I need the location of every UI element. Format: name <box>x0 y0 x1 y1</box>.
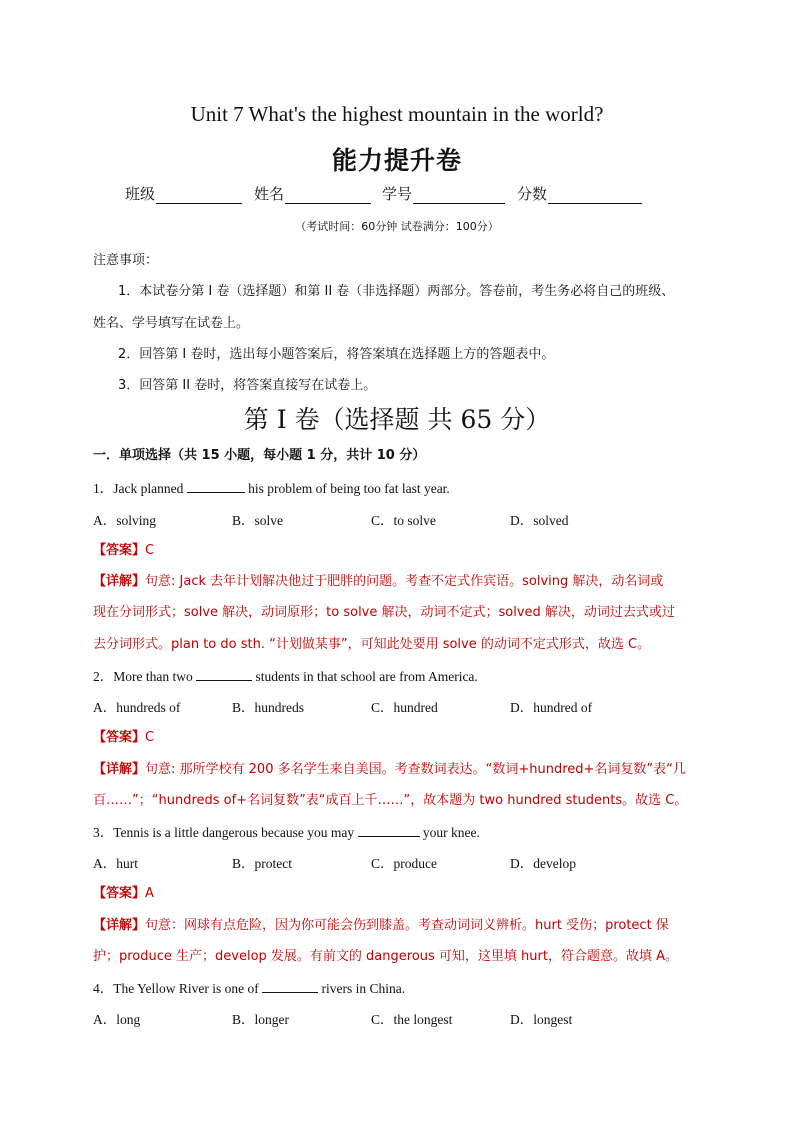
notice-heading: 注意事项： <box>93 253 159 268</box>
detail-1-line-3: 去分词形式。plan to do sth. “计划做某事”，可知此处要用 solve 的动词不定式形式，故选 C。 <box>93 637 651 652</box>
student-id-field <box>382 183 505 204</box>
notice-item-2: 2．回答第 I 卷时，选出每小题答案后，将答案填在选择题上方的答题表中。 <box>118 347 555 362</box>
question-stem-post: rivers in China. <box>318 981 406 996</box>
answer-1 <box>93 539 154 558</box>
detail-3-line-2: 护；produce 生产；develop 发展。有前文的 dangerous 可知，这里填 hurt，符合题意。故填 A。 <box>93 949 679 964</box>
score-blank <box>548 189 642 204</box>
notice-item-1: 1．本试卷分第 I 卷（选择题）和第 II 卷（非选择题）两部分。答卷前，考生务必将自己的班级、 <box>118 284 675 299</box>
detail-text: 句意：网球有点危险，因为你可能会伤到膝盖。考查动词词义辨析。hurt 受伤；protect 保 <box>145 918 669 933</box>
student-id-label: 学号 <box>382 185 413 203</box>
answer-blank <box>196 668 252 681</box>
option-c: C．the longest <box>371 1012 453 1027</box>
answer-3 <box>93 882 154 901</box>
question-stem-post: your knee. <box>419 825 480 840</box>
answer-label: 【答案】 <box>93 543 146 558</box>
question-stem-post: his problem of being too fat last year. <box>244 481 450 496</box>
option-d: D．develop <box>510 856 576 871</box>
option-a: A．long <box>93 1012 141 1027</box>
name-label: 姓名 <box>254 185 285 203</box>
answer-2 <box>93 726 154 745</box>
answer-value: C <box>145 543 155 558</box>
detail-2-line-2: 百……”；“hundreds of+名词复数”表“成百上千……”，故本题为 two hundred students。故选 C。 <box>93 793 688 808</box>
detail-label: 【详解】 <box>93 574 146 589</box>
class-blank <box>156 189 242 204</box>
option-d: D．longest <box>510 1012 573 1027</box>
question-stem-pre: 2．More than two <box>93 669 197 684</box>
notice-item-1-cont: 姓名、学号填写在试卷上。 <box>93 316 250 331</box>
answer-blank <box>187 480 245 493</box>
score-field <box>517 183 642 204</box>
detail-1-line-2: 现在分词形式；solve 解决，动词原形；to solve 解决，动词不定式；solved 解决，动词过去式或过 <box>93 605 675 620</box>
name-field <box>254 183 371 204</box>
name-blank <box>285 189 371 204</box>
option-a: A．hurt <box>93 856 138 871</box>
option-b: B．solve <box>232 513 284 528</box>
detail-1-line-1 <box>93 570 663 589</box>
option-a: A．solving <box>93 513 157 528</box>
detail-label: 【详解】 <box>93 762 146 777</box>
section-title: 第 I 卷（选择题 共 65 分） <box>243 405 551 434</box>
notice-item-3: 3．回答第 II 卷时，将答案直接写在试卷上。 <box>118 378 377 393</box>
exam-note: （考试时间：60分钟 试卷满分：100分） <box>295 220 499 233</box>
question-1-stem <box>93 477 450 497</box>
answer-value: C <box>145 730 155 745</box>
question-2-stem <box>93 665 478 685</box>
detail-label: 【详解】 <box>93 918 146 933</box>
option-a: A．hundreds of <box>93 700 181 715</box>
question-stem-pre: 3．Tennis is a little dangerous because you may <box>93 825 358 840</box>
detail-text: 句意: 那所学校有 200 多名学生来自美国。考查数词表达。“数词+hundred+名词复数”表“几 <box>145 762 686 777</box>
option-b: B．protect <box>232 856 292 871</box>
answer-blank <box>262 980 318 993</box>
paper-subtitle: 能力提升卷 <box>331 146 462 175</box>
student-id-blank <box>413 189 505 204</box>
answer-label: 【答案】 <box>93 886 146 901</box>
class-label: 班级 <box>125 185 156 203</box>
answer-value: A <box>145 886 154 901</box>
question-stem-pre: 4．The Yellow River is one of <box>93 981 263 996</box>
detail-3-line-1 <box>93 914 669 933</box>
score-label: 分数 <box>517 185 548 203</box>
detail-text: 句意: Jack 去年计划解决他过于肥胖的问题。考查不定式作宾语。solving 解决，动名词或 <box>145 574 664 589</box>
question-stem-pre: 1．Jack planned <box>93 481 187 496</box>
question-4-stem <box>93 977 405 997</box>
page-title: Unit 7 What's the highest mountain in the world? <box>190 102 604 126</box>
class-field <box>125 183 242 204</box>
option-d: D．hundred of <box>510 700 593 715</box>
question-3-stem <box>93 821 480 841</box>
part-heading: 一．单项选择（共 15 小题，每小题 1 分，共计 10 分） <box>93 448 426 463</box>
option-c: C．produce <box>371 856 437 871</box>
answer-blank <box>358 824 420 837</box>
answer-label: 【答案】 <box>93 730 146 745</box>
option-c: C．hundred <box>371 700 438 715</box>
option-b: B．longer <box>232 1012 289 1027</box>
option-c: C．to solve <box>371 513 436 528</box>
question-stem-post: students in that school are from America. <box>252 669 478 684</box>
option-d: D．solved <box>510 513 569 528</box>
option-b: B．hundreds <box>232 700 304 715</box>
detail-2-line-1 <box>93 758 686 777</box>
